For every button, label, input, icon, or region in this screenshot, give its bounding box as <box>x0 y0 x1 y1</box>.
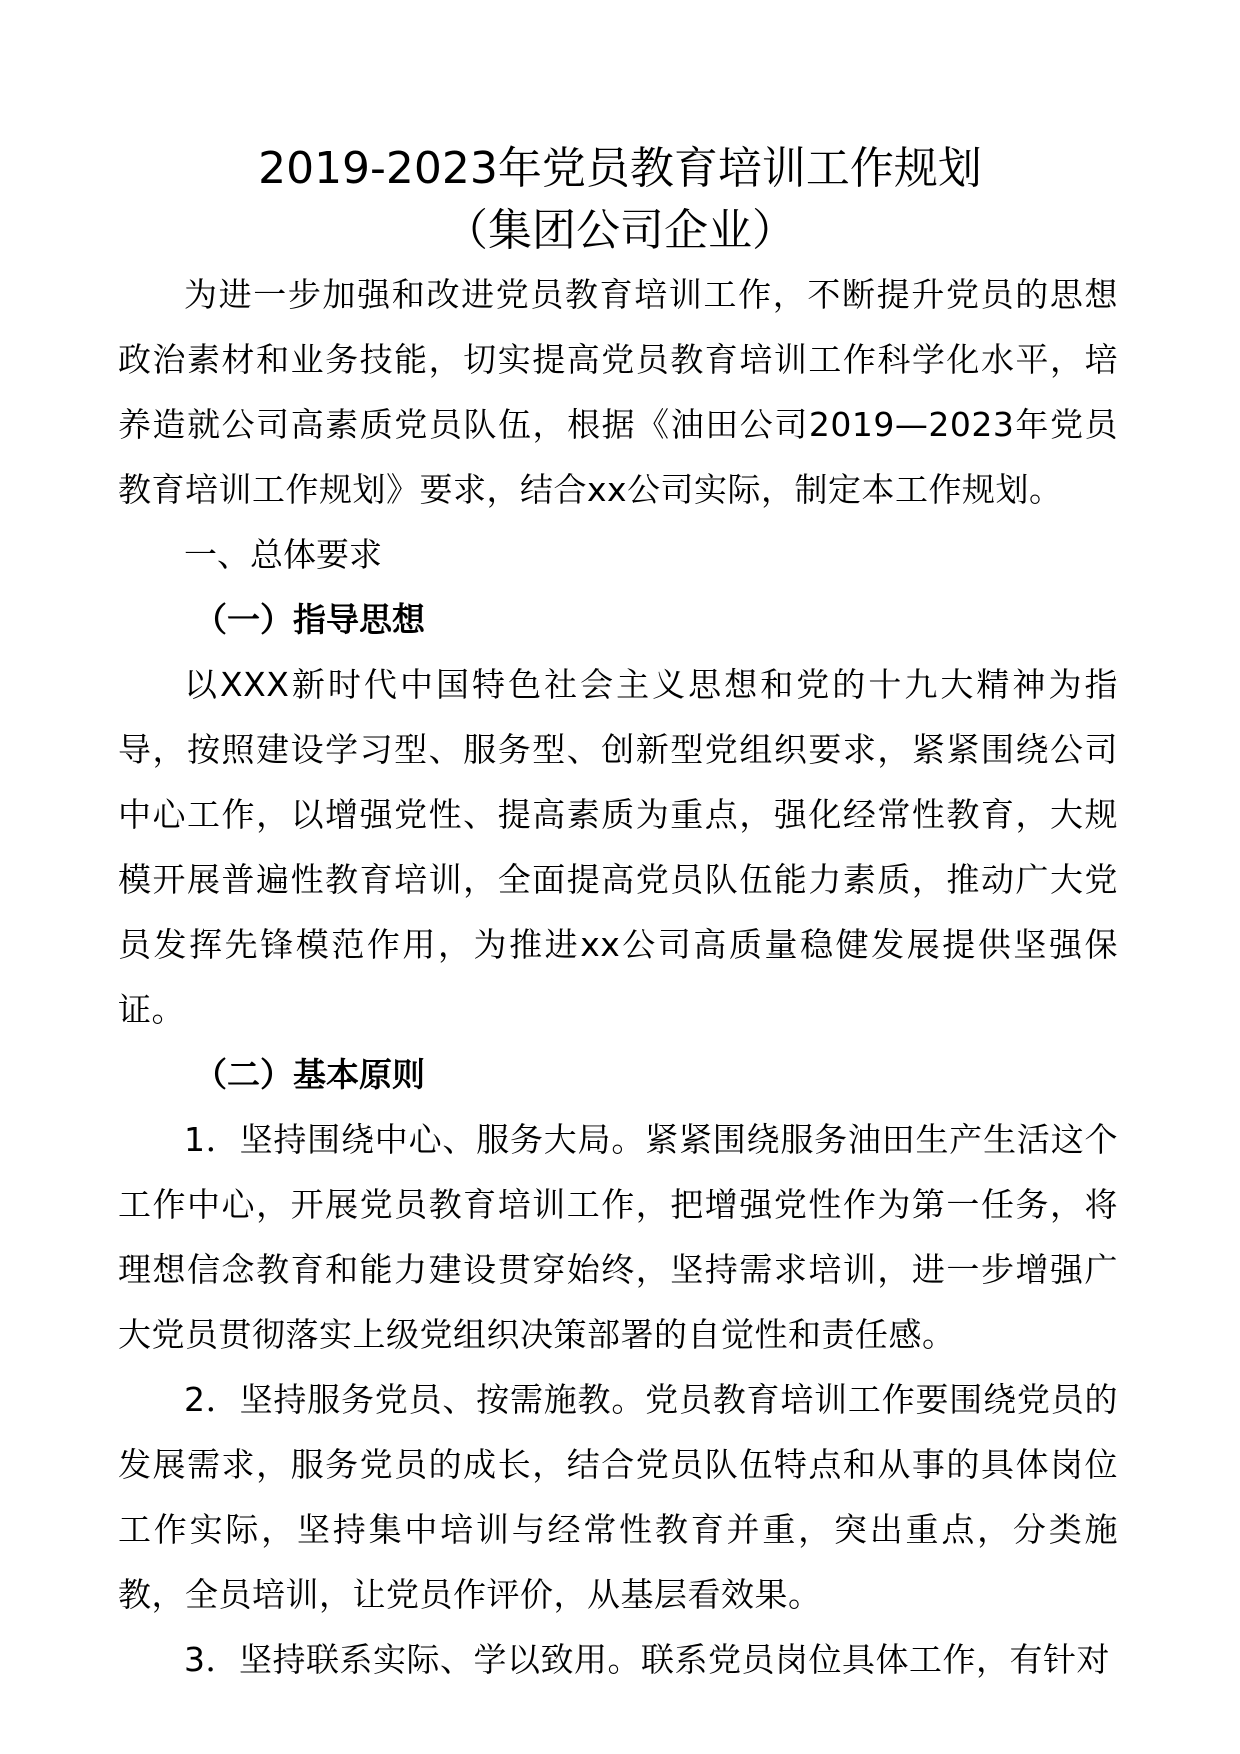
subsection-heading-guiding-thought: （一）指导思想 <box>194 600 425 639</box>
section-heading-overall-requirements: 一、总体要求 <box>184 535 382 574</box>
subsection-heading-basic-principles: （二）基本原则 <box>194 1055 425 1094</box>
document-title: 2019-2023年党员教育培训工作规划 <box>258 143 982 194</box>
intro-paragraph: 为进一步加强和改进党员教育培训工作，不断提升党员的思想政治素材和业务技能，切实提高党员教育培训工作科学化水平，培养造就公司高素质党员队伍，根据《油田公司2019—2023年党员教育培训工作规划》要求，结合xx公司实际，制定本工作规划。 <box>118 275 1118 509</box>
principle-1-paragraph: 1．坚持围绕中心、服务大局。紧紧围绕服务油田生产生活这个工作中心，开展党员教育培训工作，把增强党性作为第一任务，将理想信念教育和能力建设贯穿始终，坚持需求培训，进一步增强广大党员贯彻落实上级党组织决策部署的自觉性和责任感。 <box>118 1120 1118 1354</box>
title-block <box>0 138 1240 262</box>
principle-2-paragraph: 2．坚持服务党员、按需施教。党员教育培训工作要围绕党员的发展需求，服务党员的成长，结合党员队伍特点和从事的具体岗位工作实际，坚持集中培训与经常性教育并重，突出重点，分类施教，全员培训，让党员作评价，从基层看效果。 <box>118 1380 1118 1614</box>
principle-3-paragraph: 3．坚持联系实际、学以致用。联系党员岗位具体工作，有针对 <box>184 1640 1110 1679</box>
document-body <box>118 262 1118 1692</box>
guiding-thought-paragraph: 以XXX新时代中国特色社会主义思想和党的十九大精神为指导，按照建设学习型、服务型、创新型党组织要求，紧紧围绕公司中心工作，以增强党性、提高素质为重点，强化经常性教育，大规模开展普遍性教育培训，全面提高党员队伍能力素质，推动广大党员发挥先锋模范作用，为推进xx公司高质量稳健发展提供坚强保证。 <box>118 665 1118 1029</box>
document-subtitle: （集团公司企业） <box>444 205 796 256</box>
